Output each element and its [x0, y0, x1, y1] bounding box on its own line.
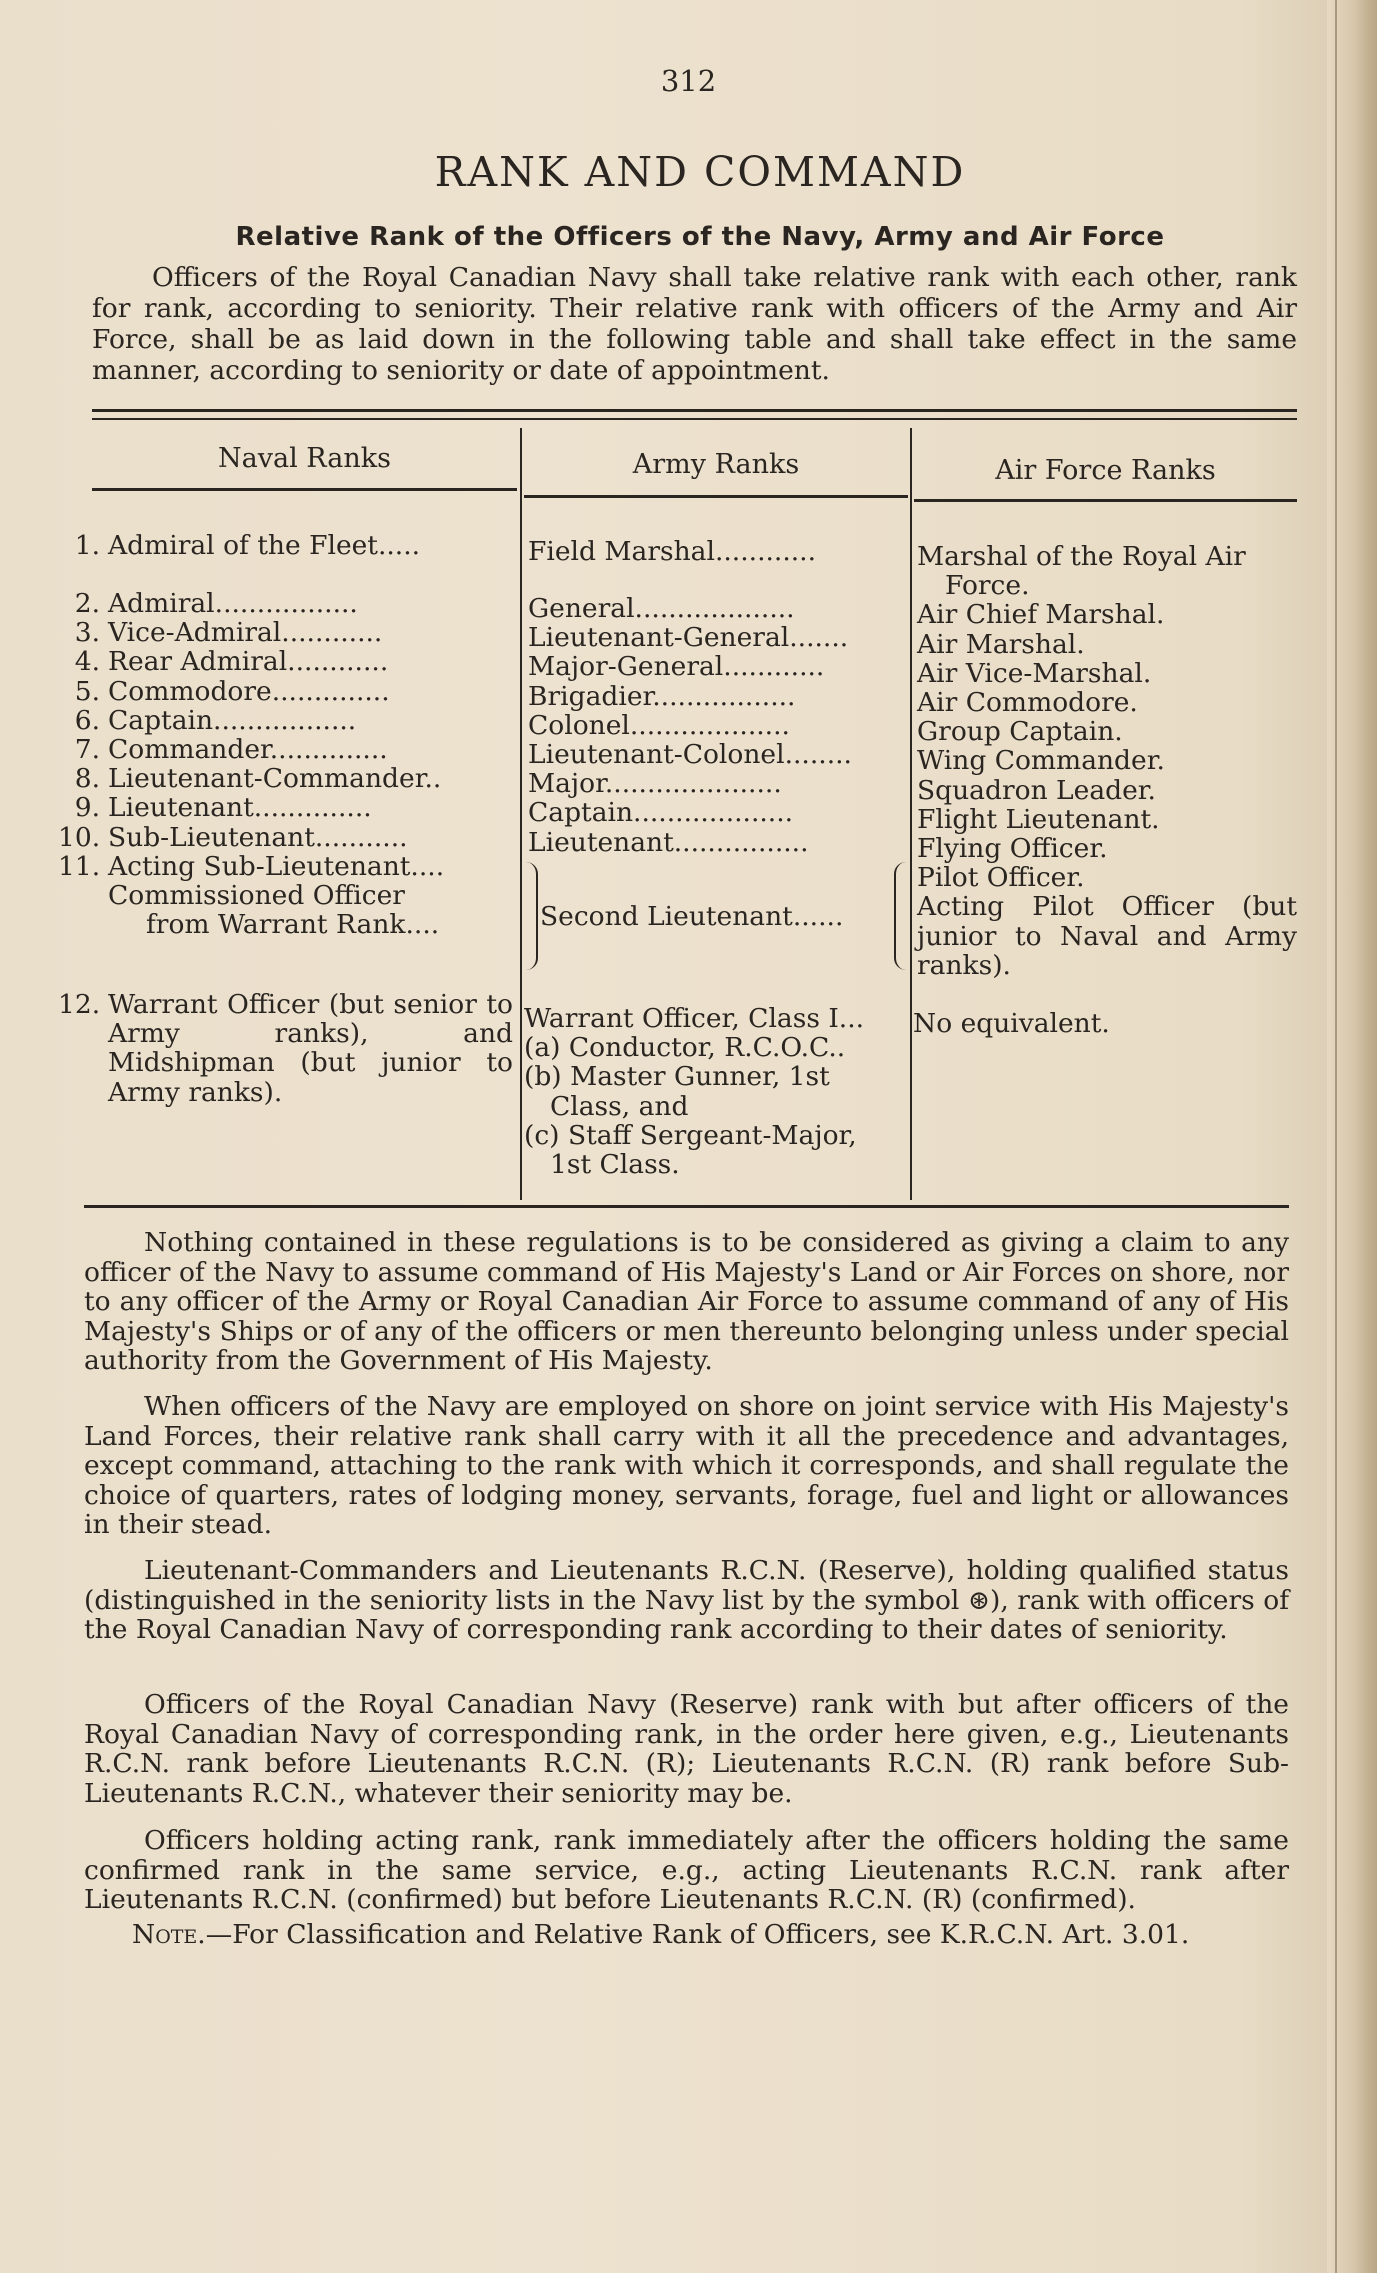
column-divider-2: [910, 428, 912, 1200]
air-rank-row: Flying Officer.: [917, 833, 1108, 865]
naval-rank-row: 5. Commodore..............: [74, 675, 390, 707]
intro-paragraph: Officers of the Royal Canadian Navy shall take relative rank with each other, rank for rank, according to seniority. Their relative rank with officers of the Army and Air Force, shall be as laid down in the following table and shall take effect in the same manner, according to seniority or date of appointment.: [92, 262, 1297, 386]
army-rank-row: Captain...................: [528, 797, 794, 829]
table-bottom-rule: [84, 1205, 1289, 1208]
army-rank-row: General...................: [528, 594, 795, 624]
page-title: RANK AND COMMAND: [434, 148, 966, 196]
army-rank-1: Field Marshal............: [528, 537, 817, 567]
air-rank-row: Air Marshal.: [917, 628, 1085, 660]
note-text: —For Classification and Relative Rank of Officers, see K.R.C.N. Art. 3.01.: [205, 1919, 1190, 1950]
air-rank-12: No equivalent.: [913, 1008, 1110, 1039]
page-number: 312: [660, 64, 717, 98]
paragraph-reserve-rank: Officers of the Royal Canadian Navy (Reserve) rank with but after officers of the Royal Canadian Navy of corresponding rank, in the order here given, e.g., Lieutenants R.C.N. rank before Lieutenants R.C.N. (R); Lieutenants R.C.N. (R) rank before Sub-Lieutenants R.C.N., whatever their seniority may be.: [84, 1689, 1289, 1809]
air-rank-row: Acting Pilot Officer (but junior to Naval and Army ranks).: [917, 891, 1297, 981]
left-brace: [526, 862, 538, 970]
naval-rank-row: 7. Commander..............: [74, 734, 388, 766]
paragraph-joint-service: When officers of the Navy are employed on shore on joint service with His Majesty's Land Forces, their relative rank shall carry with it all the precedence and advantages, except command, attaching to the rank with which it corresponds, and shall regulate the choice of quarters, rates of lodging money, servants, forage, fuel and light or allowances in their stead.: [84, 1391, 1289, 1540]
header-air-ranks: Air Force Ranks: [995, 455, 1216, 486]
paragraph-reserve-qualified: Lieutenant-Commanders and Lieutenants R.C.N. (Reserve), holding qualified status (distinguished in the seniority lists in the Navy list by the symbol ⊛), rank with officers of the Royal Canadian Navy of corresponding rank according to their dates of seniority.: [84, 1555, 1289, 1645]
header-army-rule: [524, 495, 908, 498]
army-rank-row: Brigadier.................: [528, 680, 796, 712]
air-ranks-list: [917, 542, 1297, 980]
army-rank-12: Warrant Officer, Class I... (a) Conductor, R.C.O.C.. (b) Master Gunner, 1st Class, and (c) Staff Sergeant-Major, 1st Class.: [524, 1003, 865, 1181]
army-ranks-list: [528, 594, 906, 857]
table-top-rule-2: [92, 418, 1297, 420]
army-rank-row: Major.....................: [528, 768, 782, 800]
air-rank-row: Group Captain.: [917, 716, 1123, 748]
army-rank-row: Lieutenant-Colonel........: [528, 739, 852, 771]
naval-ranks-list: [58, 589, 518, 939]
header-naval-rule: [92, 488, 517, 491]
column-divider-1: [520, 428, 522, 1200]
army-second-lieutenant: Second Lieutenant......: [540, 901, 844, 932]
air-rank-row: Force.: [945, 570, 1030, 602]
naval-rank-row: 10. Sub-Lieutenant...........: [58, 821, 408, 853]
note-label: Note.: [132, 1919, 206, 1950]
air-rank-row: Air Vice-Marshal.: [917, 657, 1152, 689]
naval-rank-row: 6. Captain.................: [74, 704, 357, 736]
header-naval-ranks: Naval Ranks: [218, 443, 391, 474]
air-rank-row: Flight Lieutenant.: [917, 803, 1160, 835]
naval-rank-12: 12. Warrant Officer (but senior to Army ranks), and Midshipman (but junior to Army ranks).: [58, 989, 513, 1108]
air-rank-row: Pilot Officer.: [917, 862, 1085, 894]
air-rank-row: Squadron Leader.: [917, 774, 1156, 806]
army-rank-row: Major-General............: [528, 651, 825, 683]
header-army-ranks: Army Ranks: [632, 449, 800, 480]
air-rank-row: Air Commodore.: [917, 687, 1138, 719]
naval-rank-row: 4. Rear Admiral............: [74, 646, 389, 678]
paragraph-acting-rank: Officers holding acting rank, rank immediately after the officers holding the same confirmed rank in the same service, e.g., acting Lieutenants R.C.N. rank after Lieutenants R.C.N. (confirmed) but before Lieutenants R.C.N. (R) (confirmed).: [84, 1825, 1289, 1915]
header-air-rule: [914, 499, 1297, 502]
army-rank-row: Colonel...................: [528, 709, 790, 741]
page-subtitle: Relative Rank of the Officers of the Navy, Army and Air Force: [235, 222, 1165, 252]
air-rank-row: Wing Commander.: [917, 745, 1165, 777]
air-rank-row: Marshal of the Royal Air: [917, 541, 1246, 572]
page-edge-line: [1335, 0, 1337, 2273]
naval-rank-1: 1. Admiral of the Fleet.....: [74, 530, 421, 561]
naval-rank-row: 3. Vice-Admiral............: [74, 617, 383, 649]
naval-rank-row: Commissioned Officer: [108, 880, 405, 912]
army-rank-row: Lieutenant-General.......: [528, 622, 849, 654]
table-top-rule: [92, 409, 1297, 412]
note: [80, 1920, 1290, 1950]
naval-rank-row: 8. Lieutenant-Commander..: [74, 763, 442, 795]
naval-rank-row: 9. Lieutenant..............: [74, 792, 372, 824]
naval-rank-row: from Warrant Rank....: [146, 909, 440, 940]
air-rank-row: Air Chief Marshal.: [917, 599, 1165, 631]
army-rank-row: Lieutenant................: [528, 826, 809, 857]
naval-rank-row: 2. Admiral.................: [74, 589, 358, 619]
paragraph-command: Nothing contained in these regulations is to be considered as giving a claim to any officer of the Navy to assume command of His Majesty's Land or Air Forces on shore, nor to any officer of the Army or Royal Canadian Air Force to assume command of any of His Majesty's Ships or of any of the officers or men thereunto belonging unless under special authority from the Government of His Majesty.: [84, 1227, 1289, 1376]
naval-rank-row: 11. Acting Sub-Lieutenant....: [58, 850, 445, 882]
right-brace: [894, 862, 906, 970]
